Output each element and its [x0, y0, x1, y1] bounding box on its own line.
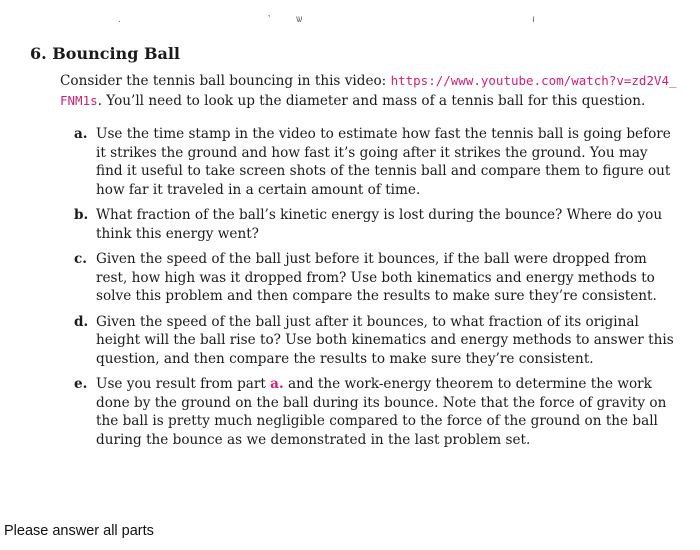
part-text-end: and the work-energy theorem to determine the work done by the ground on the ball during its bounce. Note that the force of gravity on the ball is pretty much negligible compared to the force of the ground on the ball during the bounce as we demonstrated in the last problem set.: [96, 376, 667, 448]
top-edge-marks: [0, 14, 700, 26]
problem-block: [30, 44, 680, 456]
part-text: [96, 376, 666, 448]
problem-intro: [60, 71, 678, 111]
edge-mark: ѡ: [296, 14, 303, 25]
part-text: Use the time stamp in the video to estimate how fast the tennis ball is going before it strikes the ground and how fast it’s going after it strikes the ground. You may find it useful to take screen shots of the tennis ball and compare them to figure out how far it traveled in a certain amount of time.: [96, 126, 671, 198]
edge-mark: ı: [532, 14, 535, 25]
question-part-d: [74, 313, 676, 369]
question-parts-list: [30, 125, 680, 449]
question-part-a: [74, 125, 676, 199]
part-letter: b.: [74, 207, 89, 223]
part-letter: c.: [74, 251, 88, 267]
part-letter: a.: [74, 126, 88, 142]
edge-mark: ’: [268, 14, 271, 25]
part-reference-link[interactable]: a.: [270, 376, 284, 392]
video-link[interactable]: https://www.youtube.com/watch?v=zd2V4_FNM1s: [60, 73, 677, 108]
question-part-b: [74, 206, 676, 243]
part-letter: d.: [74, 313, 89, 330]
problem-title: 6. Bouncing Ball: [30, 44, 180, 63]
part-text: What fraction of the ball’s kinetic energy is lost during the bounce? Where do you think this energy went?: [96, 207, 663, 242]
intro-text: Consider the tennis ball bouncing in this video:: [60, 73, 391, 89]
question-part-c: [74, 250, 676, 306]
intro-text-continued: . You’ll need to look up the diameter and mass of a tennis ball for this question.: [97, 93, 646, 109]
part-letter: e.: [74, 376, 88, 392]
question-part-e: [74, 375, 676, 449]
edge-mark: .: [118, 14, 121, 25]
request-note: Please answer all parts: [4, 523, 154, 539]
part-text: Given the speed of the ball just before it bounces, if the ball were dropped from rest, how high was it dropped from? Use both kinematics and energy methods to solve this problem and then compare the results to make sure they’re consistent.: [96, 251, 657, 304]
part-text: Given the speed of the ball just after it bounces, to what fraction of its original height will the ball rise to? Use both kinematics and energy methods to answer this question, and then compare the results to make sure they’re consistent.: [96, 313, 674, 367]
part-text-start: Use you result from part: [96, 376, 271, 392]
